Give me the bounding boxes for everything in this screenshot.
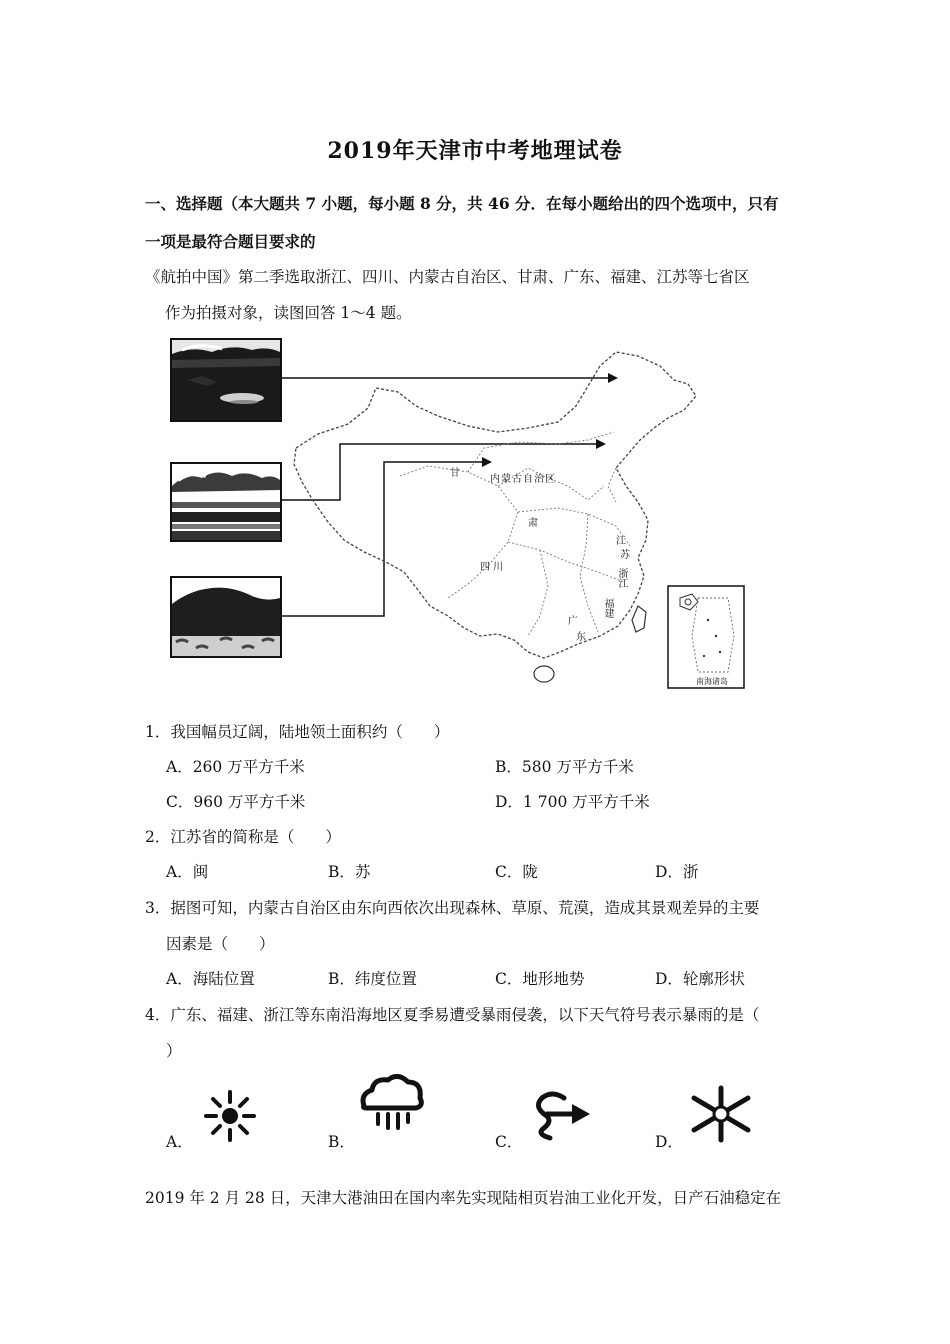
question-3-stem-line1: 3．据图可知，内蒙古自治区由东向西依次出现森林、草原、荒漠，造成其景观差异的主要	[145, 899, 760, 917]
q3-option-b[interactable]: B．纬度位置	[328, 970, 417, 988]
map-label-sichuan: 四川	[480, 562, 506, 573]
map-label-guang: 广	[568, 616, 578, 627]
question-2-stem: 2．江苏省的简称是（ ）	[145, 828, 341, 846]
section-heading-line2: 一项是最符合题目要求的	[145, 232, 316, 251]
intro-line2: 作为拍摄对象，读图回答 1～4 题。	[165, 304, 412, 322]
q2-option-b[interactable]: B．苏	[328, 863, 371, 881]
q1-option-a[interactable]: A．260 万平方千米	[166, 758, 305, 776]
question-4-stem-line2: ）	[166, 1042, 182, 1060]
map-inset-label: 南海诸岛	[696, 677, 728, 686]
map-label-fujian: 福建	[602, 598, 613, 618]
question-3-stem-line2: 因素是（ ）	[166, 935, 275, 953]
q2-option-c[interactable]: C．陇	[495, 863, 538, 881]
map-label-su-gansu: 肃	[528, 518, 538, 529]
map-label-dong: 东	[576, 632, 586, 643]
q4-option-b[interactable]: B．	[328, 1133, 355, 1151]
q3-option-d[interactable]: D．轮廓形状	[655, 970, 745, 988]
sunny-icon	[198, 1088, 262, 1144]
q4-option-d[interactable]: D．	[655, 1133, 683, 1151]
intro-line1: 《航拍中国》第二季选取浙江、四川、内蒙古自治区、甘肃、广东、福建、江苏等七省区	[145, 268, 750, 286]
page-title: 2019年天津市中考地理试卷	[327, 138, 623, 164]
map-label-jiang: 江	[616, 536, 626, 547]
q3-option-c[interactable]: C．地形地势	[495, 970, 585, 988]
section-heading-line1: 一、选择题（本大题共 7 小题，每小题 8 分，共 46 分．在每小题给出的四个选项中，只有	[145, 194, 779, 213]
snow-icon	[686, 1084, 756, 1144]
china-map-figure	[168, 336, 758, 696]
q1-option-c[interactable]: C．960 万平方千米	[166, 793, 306, 811]
typhoon-icon	[524, 1086, 594, 1142]
tail-paragraph: 2019 年 2 月 28 日，天津大港油田在国内率先实现陆相页岩油工业化开发，日产石油稳定在	[145, 1189, 782, 1207]
map-label-inner-mongolia: 内蒙古自治区	[490, 474, 556, 485]
rainstorm-icon	[356, 1072, 428, 1134]
map-label-zhejiang: 浙江	[616, 568, 627, 588]
q1-option-d[interactable]: D．1 700 万平方千米	[495, 793, 650, 811]
map-label-su-jiangsu: 苏	[620, 550, 630, 561]
q2-option-d[interactable]: D．浙	[655, 863, 699, 881]
map-label-gan: 甘	[450, 468, 460, 479]
q3-option-a[interactable]: A．海陆位置	[166, 970, 255, 988]
question-4-stem-line1: 4．广东、福建、浙江等东南沿海地区夏季易遭受暴雨侵袭，以下天气符号表示暴雨的是（	[145, 1006, 760, 1024]
q1-option-b[interactable]: B．580 万平方千米	[495, 758, 634, 776]
china-map-svg	[168, 336, 758, 696]
q2-option-a[interactable]: A．闽	[166, 863, 209, 881]
q4-option-a[interactable]: A．	[166, 1133, 193, 1151]
q4-option-c[interactable]: C．	[495, 1133, 523, 1151]
question-1-stem: 1．我国幅员辽阔，陆地领土面积约（ ）	[145, 723, 450, 741]
